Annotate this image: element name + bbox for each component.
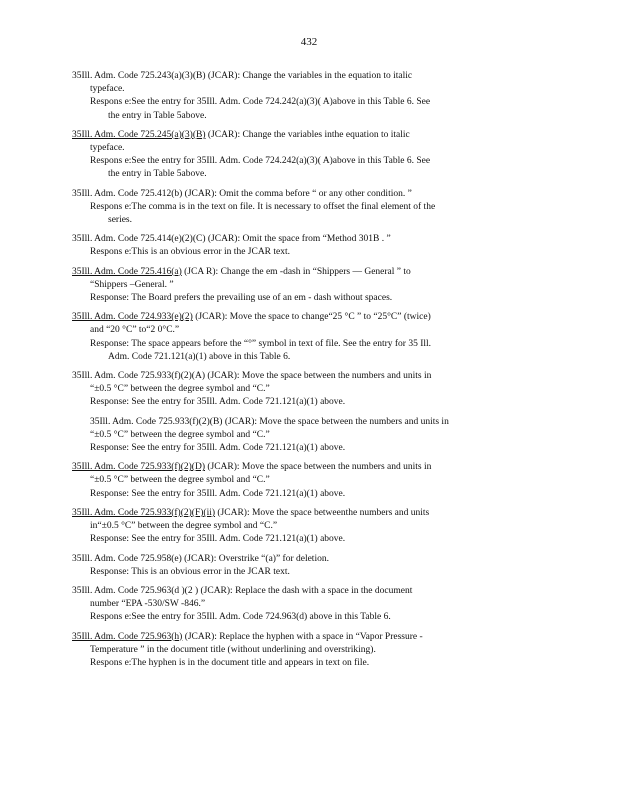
entry-heading (72, 266, 534, 279)
comment-entry (72, 370, 534, 410)
entry-text-line (72, 96, 534, 109)
line-text: series. (108, 215, 133, 226)
comment-entry (72, 70, 534, 123)
entry-heading (72, 129, 534, 142)
underlined-citation: 35Ill. Adm. Code 725.963(h) (72, 631, 183, 642)
line-text: 35Ill. Adm. Code 725.412(b) (JCAR): Omit the comma before “ or any other condition. ” (72, 188, 412, 199)
entry-text-line (72, 110, 534, 123)
entry-heading (72, 416, 534, 429)
line-text: Adm. Code 721.121(a)(1) above in this Table 6. (108, 351, 291, 362)
entry-text-line (72, 566, 534, 579)
entry-heading (72, 311, 534, 324)
line-text: 35Ill. Adm. Code 725.933(f)(2)(A) (JCAR): Move the space between the numbers and units in (72, 371, 432, 382)
entry-text-line (72, 351, 534, 364)
line-text: “±0.5 °C” between the degree symbol and “C.” (90, 475, 270, 486)
line-text: Response: See the entry for 35Ill. Adm. Code 721.121(a)(1) above. (90, 488, 346, 499)
entry-text-line (72, 442, 534, 455)
line-text: Respons e:See the entry for 35Ill. Adm. Code 724.963(d) above in this Table 6. (90, 612, 391, 623)
line-text: (JCA R): Change the em -dash in “Shippers — General ” to (181, 266, 411, 277)
entry-text-line (72, 644, 534, 657)
entry-text-line (72, 520, 534, 533)
line-text: “±0.5 °C” between the degree symbol and “C.” (90, 384, 270, 395)
entry-text-line (72, 396, 534, 409)
entry-text-line (72, 429, 534, 442)
entry-text-line (72, 657, 534, 670)
entry-text-line (72, 201, 534, 214)
line-text: Respons e:The comma is in the text on file. It is necessary to offset the final element of the (90, 201, 436, 212)
entry-heading (72, 233, 534, 246)
entry-heading (72, 585, 534, 598)
line-text: 35Ill. Adm. Code 725.963(d )(2 ) (JCAR): Replace the dash with a space in the document (72, 585, 413, 596)
line-text: 35Ill. Adm. Code 725.243(a)(3)(B) (JCAR): Change the variables in the equation to italic (72, 71, 413, 81)
line-text: “Shippers –General. ” (90, 279, 174, 290)
line-text: typeface. (90, 143, 125, 154)
underlined-citation: 35Ill. Adm. Code 724.933(e)(2) (72, 312, 193, 323)
comment-entry (72, 553, 534, 579)
comment-entry (72, 188, 534, 228)
entry-text-line (72, 83, 534, 96)
line-text: Respons e:The hyphen is in the document title and appears in text on file. (90, 657, 370, 668)
line-text: and “20 °C” to“2 0°C.” (90, 325, 180, 336)
line-text: the entry in Table 5above. (108, 110, 207, 121)
underlined-citation: 35Ill. Adm. Code 725.245(a)(3)(B) (72, 129, 206, 140)
entry-text-line (72, 292, 534, 305)
entry-heading (72, 631, 534, 644)
underlined-citation: 35Ill. Adm. Code 725.416(a) (72, 266, 182, 277)
line-text: Response: See the entry for 35Ill. Adm. Code 721.121(a)(1) above. (90, 397, 346, 408)
entry-heading (72, 70, 534, 83)
line-text: Response: See the entry for 35Ill. Adm. Code 721.121(a)(1) above. (90, 443, 346, 454)
line-text: 35Ill. Adm. Code 725.958(e) (JCAR): Overstrike “(a)” for deletion. (72, 553, 329, 564)
line-text: 35Ill. Adm. Code 725.933(f)(2)(B) (JCAR): Move the space between the numbers and units in (90, 416, 449, 427)
line-text: (JCAR): Move the space betweenthe numbers and units (215, 507, 430, 518)
entry-text-line (72, 474, 534, 487)
underlined-citation: 35Ill. Adm. Code 725.933(f)(2)(F)(ii) (72, 507, 216, 518)
entry-text-line (72, 246, 534, 259)
comment-entry (72, 129, 534, 182)
entry-heading (72, 553, 534, 566)
comment-entry (72, 461, 534, 501)
entry-text-line (72, 533, 534, 546)
entry-heading (72, 370, 534, 383)
comment-entry (72, 233, 534, 259)
page-number: 432 (300, 36, 318, 48)
comment-entry (72, 585, 534, 625)
entries-list (72, 70, 534, 676)
line-text: Response: The space appears before the “°” symbol in text of file. See the entry for 35 Ill. (90, 338, 432, 349)
line-text: (JCAR): Replace the hyphen with a space in “Vapor Pressure - (182, 631, 423, 642)
line-text: number “EPA -530/SW -846.” (90, 599, 206, 610)
entry-text-line (72, 279, 534, 292)
entry-heading (72, 188, 534, 201)
line-text: typeface. (90, 84, 125, 95)
comment-entry (72, 416, 534, 456)
line-text: Response: See the entry for 35Ill. Adm. Code 721.121(a)(1) above. (90, 534, 346, 545)
entry-text-line (72, 324, 534, 337)
comment-entry (72, 266, 534, 306)
line-text: Temperature ” in the document title (without underlining and overstriking). (90, 644, 376, 655)
line-text: “±0.5 °C” between the degree symbol and “C.” (90, 429, 270, 440)
line-text: Respons e:See the entry for 35Ill. Adm. Code 724.242(a)(3)( A)above in this Table 6. See (90, 156, 431, 167)
entry-text-line (72, 155, 534, 168)
line-text: (JCAR): Change the variables inthe equation to italic (205, 129, 410, 140)
entry-text-line (72, 488, 534, 501)
entry-text-line (72, 611, 534, 624)
entry-text-line (72, 142, 534, 155)
entry-heading (72, 507, 534, 520)
line-text: Response: The Board prefers the prevailing use of an em - dash without spaces. (90, 293, 393, 304)
entry-text-line (72, 168, 534, 181)
entry-text-line (72, 598, 534, 611)
entry-heading (72, 461, 534, 474)
comment-entry (72, 507, 534, 547)
line-text: Respons e:This is an obvious error in the JCAR text. (90, 247, 291, 258)
comment-entry (72, 311, 534, 364)
line-text: the entry in Table 5above. (108, 169, 207, 180)
line-text: in“±0.5 °C” between the degree symbol and “C.” (90, 521, 278, 532)
line-text: (JCAR): Move the space between the numbers and units in (204, 462, 432, 473)
comment-entry (72, 631, 534, 671)
line-text: 35Ill. Adm. Code 725.414(e)(2)(C) (JCAR): Omit the space from “Method 301B . ” (72, 234, 391, 245)
line-text: (JCAR): Move the space to change“25 °C ” to “25°C” (twice) (192, 312, 431, 323)
entry-text-line (72, 338, 534, 351)
line-text: Respons e:See the entry for 35Ill. Adm. Code 724.242(a)(3)( A)above in this Table 6. See (90, 97, 431, 108)
entry-text-line (72, 383, 534, 396)
line-text: Response: This is an obvious error in the JCAR text. (90, 566, 290, 577)
underlined-citation: 35Ill. Adm. Code 725.933(f)(2)(D) (72, 462, 205, 473)
entry-text-line (72, 214, 534, 227)
